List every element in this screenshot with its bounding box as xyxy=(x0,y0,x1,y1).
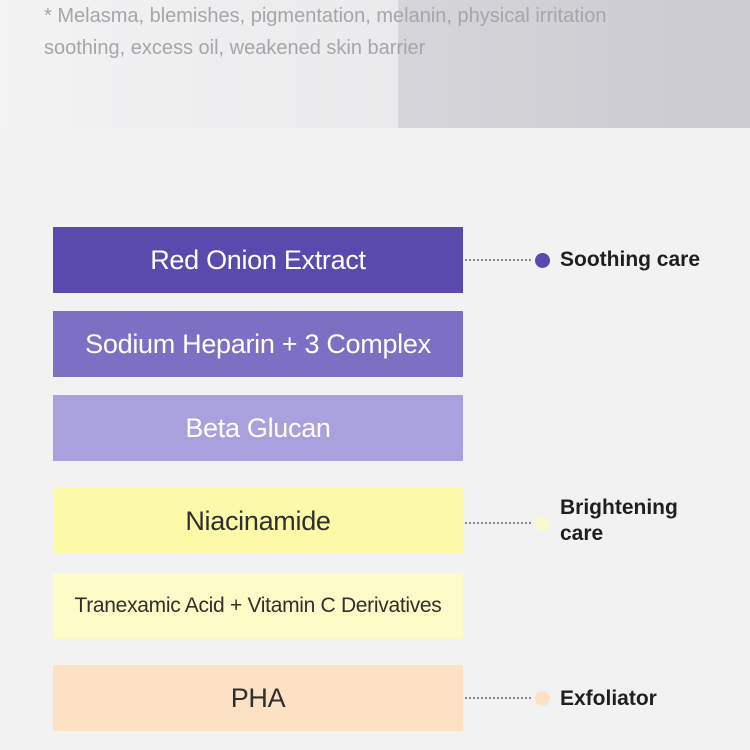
soothing-connector-line xyxy=(465,259,531,261)
ingredient-bar-red-onion-extract: Red Onion Extract xyxy=(53,227,463,293)
brightening-dot-icon xyxy=(535,516,550,531)
ingredient-bar-pha: PHA xyxy=(53,665,463,731)
ingredient-bar-sodium-heparin-complex: Sodium Heparin + 3 Complex xyxy=(53,311,463,377)
footnote xyxy=(44,0,684,64)
brightening-connector-line xyxy=(465,522,531,524)
footnote-line-1: * Melasma, blemishes, pigmentation, melanin, physical irritation xyxy=(44,5,607,27)
exfoliator-connector-line xyxy=(465,697,531,699)
exfoliator-label: Exfoliator xyxy=(560,687,657,710)
soothing-dot-icon xyxy=(535,253,550,268)
ingredient-bar-niacinamide: Niacinamide xyxy=(53,488,463,554)
soothing-care-label: Soothing care xyxy=(560,248,701,271)
exfoliator-dot-icon xyxy=(535,691,550,706)
brightening-care-label: Brightening care xyxy=(560,496,678,545)
ingredient-bar-beta-glucan: Beta Glucan xyxy=(53,395,463,461)
footnote-line-2: soothing, excess oil, weakened skin barrier xyxy=(44,37,426,59)
ingredient-bar-tranexamic-acid-vitamin-c: Tranexamic Acid + Vitamin C Derivatives xyxy=(53,573,463,639)
